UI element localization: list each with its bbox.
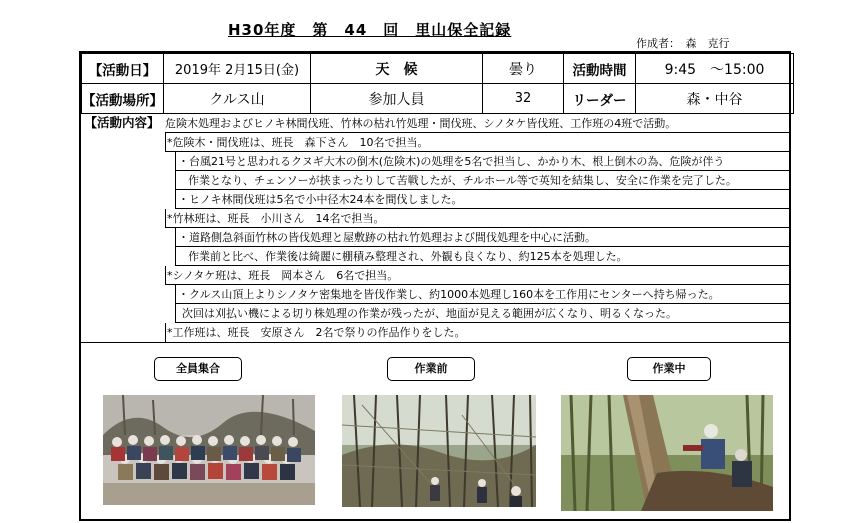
info-row-place	[82, 84, 794, 114]
activity-line: *竹林班は、班長 小川さん 14名で担当。	[165, 209, 789, 228]
record-sheet	[79, 51, 791, 521]
activity-line: *工作班は、班長 安原さん 2名で祭りの作品作りをした。	[165, 323, 789, 342]
weather-label: 天 候	[311, 54, 483, 84]
activity-line: ・クルス山頂上よりシノタケ密集地を皆伐作業し、約1000本処理し160本を工作用にセンターへ持ち帰った。	[175, 285, 789, 304]
date-label: 【活動日】	[82, 54, 164, 84]
leader-value: 森・中谷	[636, 84, 794, 114]
photo-label-before: 作業前	[387, 357, 475, 381]
place-value: クルス山	[164, 84, 311, 114]
weather-value: 曇り	[483, 54, 564, 84]
activity-line: ・台風21号と思われるクヌギ大木の倒木(危険木)の処理を5名で担当し、かかり木、根上倒木の為、危険が伴う	[175, 152, 789, 171]
time-value: 9:45 ～15:00	[636, 54, 794, 84]
activity-line: 作業前と比べ、作業後は綺麗に棚積み整理され、外観も良くなり、約125本を処理した。	[175, 247, 789, 266]
record-title: H30年度 第 44 回 里山保全記録	[228, 21, 512, 39]
participants-label: 参加人員	[311, 84, 483, 114]
info-row-date	[82, 54, 794, 84]
activity-section	[81, 114, 789, 343]
activity-label: 【活動内容】	[84, 115, 160, 130]
photo-label-group: 全員集合	[154, 357, 242, 381]
place-label: 【活動場所】	[82, 84, 164, 114]
photo-section	[81, 343, 789, 523]
time-label: 活動時間	[564, 54, 636, 84]
activity-line: 作業となり、チェンソーが挟まったりして苦戦したが、チルホール等で英知を結集し、安全に作業を完了した。	[175, 171, 789, 190]
participants-value: 32	[483, 84, 564, 114]
activity-line: 危険木処理およびヒノキ林間伐班、竹林の枯れ竹処理・間伐班、シノタケ皆伐班、工作班の4班で活動。	[165, 114, 789, 133]
activity-line: ・道路側急斜面竹林の皆伐処理と屋敷跡の枯れ竹処理および間伐処理を中心に活動。	[175, 228, 789, 247]
activity-line: *危険木・間伐班は、班長 森下さん 10名で担当。	[165, 133, 789, 152]
photo-label-during: 作業中	[627, 357, 711, 381]
leader-label: リーダー	[564, 84, 636, 114]
before-photo	[342, 395, 536, 507]
info-table	[81, 53, 794, 114]
activity-line: 次回は刈払い機による切り株処理の作業が残ったが、地面が見える範囲が広くなり、明るくなった。	[175, 304, 789, 323]
activity-line: ・ヒノキ林間伐班は5名で小中径木24本を間伐しました。	[175, 190, 789, 209]
author-line: 作成者： 森 克行	[636, 37, 730, 50]
activity-line: *シノタケ班は、班長 岡本さん 6名で担当。	[165, 266, 789, 285]
group-photo	[103, 395, 315, 505]
date-value: 2019年 2月15日(金)	[164, 54, 311, 84]
during-photo	[561, 395, 773, 511]
